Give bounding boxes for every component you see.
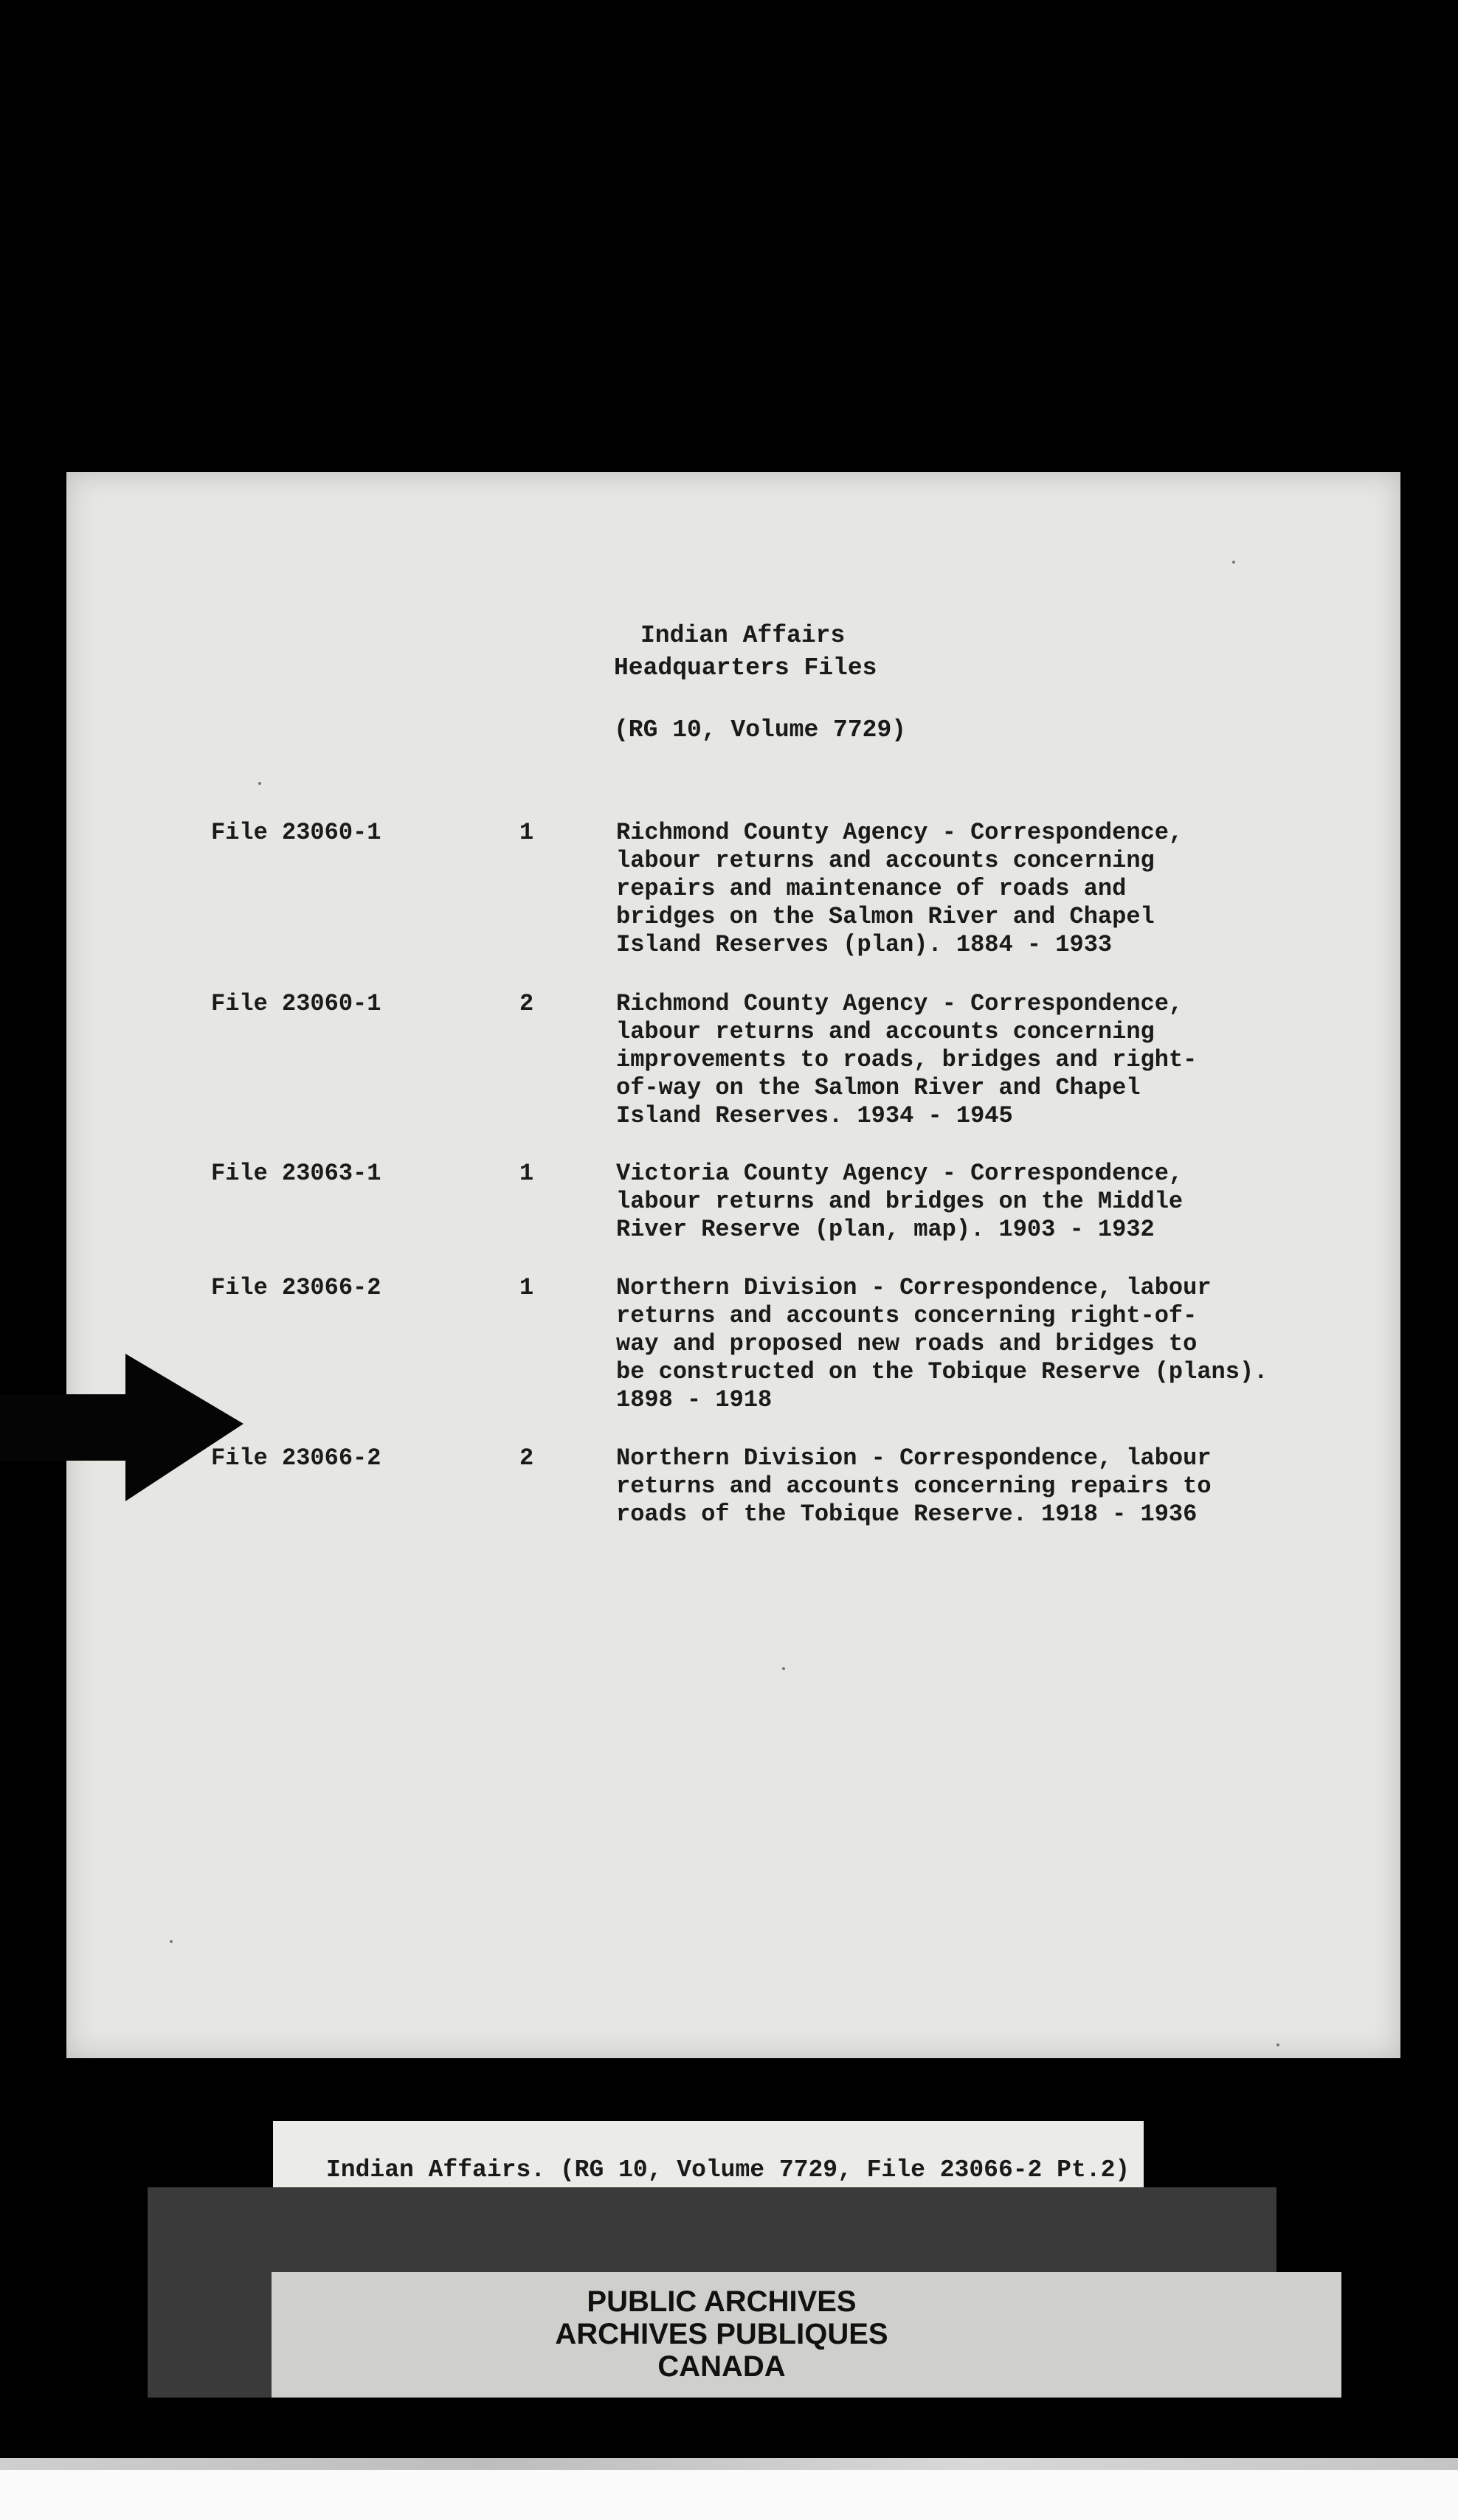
file-number: File 23060-1 [211, 819, 381, 846]
film-edge-band [0, 2458, 1458, 2470]
part-number: 2 [519, 1444, 534, 1472]
film-edge-margin [0, 2470, 1458, 2520]
document-page [66, 472, 1400, 2058]
file-description: Victoria County Agency - Correspondence, labour returns and bridges on the Middle River Reserve (plan, map). 1903 - 1932 [616, 1160, 1184, 1243]
archive-label-text: Indian Affairs. (RG 10, Volume 7729, File 23066-2 Pt.2) [326, 2156, 1130, 2184]
file-number: File 23066-2 [211, 1444, 381, 1472]
archive-stamp [148, 2187, 1276, 2398]
file-number: File 23063-1 [211, 1160, 381, 1187]
paper-speck [170, 1940, 173, 1943]
archive-stamp-text [272, 2285, 1172, 2383]
archive-stamp-card [272, 2272, 1341, 2398]
header-volume: (RG 10, Volume 7729) [614, 716, 907, 744]
part-number: 1 [519, 1160, 534, 1187]
part-number: 2 [519, 990, 534, 1017]
part-number: 1 [519, 1274, 534, 1301]
document-header [614, 620, 906, 747]
paper-speck [1276, 2043, 1279, 2046]
header-subtitle: Headquarters Files [614, 654, 877, 682]
file-number: File 23066-2 [211, 1274, 381, 1301]
stamp-line-1: PUBLIC ARCHIVES [587, 2285, 857, 2318]
file-number: File 23060-1 [211, 990, 381, 1017]
file-description: Northern Division - Correspondence, labour returns and accounts concerning repairs to roads of the Tobique Reserve. 1918 - 1936 [616, 1444, 1212, 1528]
part-number: 1 [519, 819, 534, 846]
header-title: Indian Affairs [640, 622, 846, 649]
stamp-line-2: ARCHIVES PUBLIQUES [555, 2318, 888, 2350]
paper-speck [1232, 561, 1235, 564]
paper-speck [782, 1667, 785, 1670]
file-description: Richmond County Agency - Correspondence, labour returns and accounts concerning repairs and maintenance of roads and bridges on the Salmon River and Chapel Island Reserves (plan). 1884 - 1933 [616, 819, 1184, 958]
pointer-arrow-icon [0, 1354, 243, 1501]
paper-speck [258, 782, 261, 785]
stamp-line-3: CANADA [657, 2350, 786, 2383]
file-description: Richmond County Agency - Correspondence, labour returns and accounts concerning improvements to roads, bridges and right- of-way on the Salmon River and Chapel Island Reserves. 1934 - 1945 [616, 990, 1198, 1129]
file-description: Northern Division - Correspondence, labour returns and accounts concerning right-of- way and proposed new roads and bridges to be constructed on the Tobique Reserve (plans). 1898 - 1918 [616, 1274, 1268, 1413]
